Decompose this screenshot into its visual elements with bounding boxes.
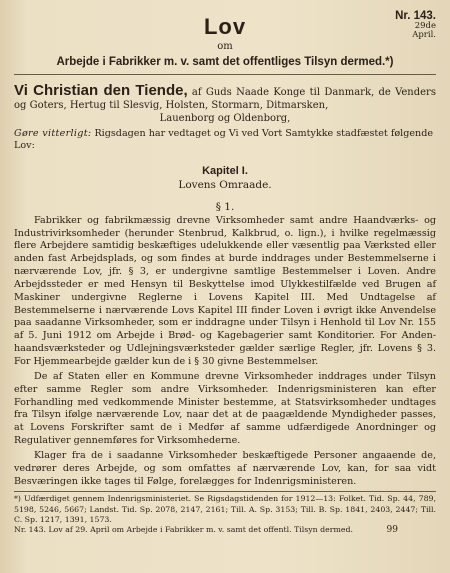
page-footer [14,525,436,537]
chapter-title: Kapitel I. [202,164,248,177]
paragraph-3: Klager fra de i saadanne Virksomheder beskæftigede Personer angaaende de, vedrører deres Arbejde, og som omfattes af nærværende Lov, kan, for saa vidt Besværingen ikke tages til Følge, forelægges for Indenrigsministeren. [14,449,436,487]
document-title: Lov [203,14,247,39]
chapter-subtitle: Lovens Omraade. [178,178,272,191]
king-name: Vi Christian den Tiende, [14,82,188,99]
king-proclamation [14,81,436,113]
preamble-text: Rigsdagen har vedtaget og Vi ved Vort Samtykke stadfæstet følgende Lov: [14,127,434,152]
section-heading: § 1. [215,200,235,213]
law-date-day: 29de [414,21,436,32]
law-number-block [395,10,436,40]
preamble-label: Gøre vitterligt: [14,127,92,139]
preamble [14,128,436,153]
title-om: om [217,41,233,52]
title-divider [14,74,436,75]
paragraph-1: Fabrikker og fabrikmæssig drevne Virksomheder samt andre Haandværks- og Industrivirksomheder (herunder Stenbrud, Kalkbrud, o. lign.), i hvilke regelmæssig flere Arbejdere samtidig beskæftiges udelukkende eller væsentlig paa Værksted eller anden fast Arbejdsplads, og som findes at burde inddrages under Bestemmelserne i nærværende Lov, jfr. § 3, er undergivne samtlige Bestemmelser i Loven. Andre Arbejdssteder er med Hensyn til Beskyttelse imod Ulykkestilfælde ved Brugen af Maskiner undergivne Reglerne i Lovens Kapitel III. Med Undtagelse af Bestemmelserne i nærværende Lovs Kapitel III finder Loven i øvrigt ikke Anvendelse paa saadanne Virksomheder, som er inddragne under Tilsyn i Henhold til Lov Nr. 155 af 5. Juni 1912 om Arbejde i Brød- og Kagebagerier samt Konditorier. For Anden-haandsværksteder og Udlejningsværksteder gælder særlige Regler, jfr. Lovens § 3. For Hjemmearbejde gælder kun de i § 30 givne Bestemmelser. [14,214,436,367]
footnote: *) Udfærdiget gennem Indenrigsministeriet. Se Rigsdagstidenden for 1912—13: Folket. Tid. Sp. 44, 789, 5198, 5246, 5667; Landst. Tid. Sp. 2078, 2147, 2161; Till. A. Sp. 3153; Till. B. Sp. 1841, 2403, 2447; Till. C. Sp. 1217, 1391, 1573. [14,494,436,524]
running-footer: Nr. 143. Lov af 29. April om Arbejde i Fabrikker m. v. samt det offentl. Tilsyn dermed. [14,524,353,534]
law-number: Nr. 143. [395,10,436,22]
king-titles-end: Lauenborg og Oldenborg, [159,112,291,124]
king-titles: af Guds Naade Konge til Danmark, de Venders og Goters, Hertug til Slesvig, Holsten, Stormarn, Ditmarsken, [14,87,436,112]
page-number: 99 [386,524,398,535]
law-date-month: April. [412,29,436,40]
footnote-divider [14,491,436,492]
paragraph-2: De af Staten eller en Kommune drevne Virksomheder inddrages under Tilsyn efter samme Regler som andre Virksomheder. Indenrigsministeren kan efter Forhandling med vedkommende Minister bestemme, at Statsvirksomheder undtages fra Tilsyn ifølge nærværende Lov, naar det at de paagældende Myndigheder passes, at Lovens Forskrifter samt de i Medfør af samme udfærdigede Anordninger og Regulativer gennemføres for Virksomhederne. [14,370,436,447]
document-subtitle: Arbejde i Fabrikker m. v. samt det offentliges Tilsyn dermed.*) [56,56,394,68]
